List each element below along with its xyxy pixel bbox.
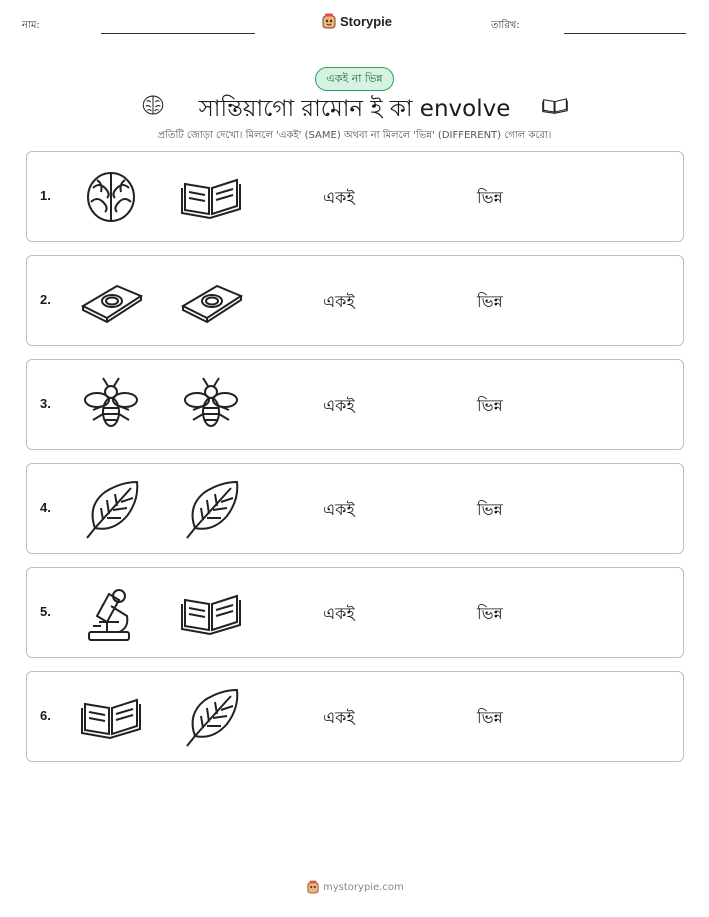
option-same[interactable]: একই [323, 292, 355, 311]
petri-dish-icon [179, 270, 243, 332]
option-same[interactable]: একই [323, 188, 355, 207]
book-icon [179, 582, 243, 644]
question-row [26, 463, 684, 554]
brain-icon [79, 166, 143, 228]
instructions: প্রতিটি জোড়া দেখো। মিললে 'একই' (SAME) অথবা না মিললে 'ভিন্ন' (DIFFERENT) গোল করো। [157, 130, 552, 141]
left-picture [79, 166, 143, 228]
option-same[interactable]: একই [323, 396, 355, 415]
brand-name: Storypie [340, 13, 393, 29]
question-number: 4. [40, 500, 51, 515]
right-picture [179, 478, 243, 540]
option-different[interactable]: ভিন্ন [477, 292, 503, 311]
question-row [26, 359, 684, 450]
left-picture [79, 270, 143, 332]
right-picture [179, 166, 243, 228]
option-same[interactable]: একই [323, 500, 355, 519]
question-number: 2. [40, 292, 51, 307]
left-picture [79, 686, 143, 748]
option-different[interactable]: ভিন্ন [477, 708, 503, 727]
question-row [26, 151, 684, 242]
right-picture [179, 582, 243, 644]
bee-icon [79, 374, 143, 436]
footer [307, 880, 404, 894]
option-different[interactable]: ভিন্ন [477, 188, 503, 207]
right-picture [179, 270, 243, 332]
book-icon [541, 96, 569, 114]
leaf-icon [179, 686, 243, 748]
question-row [26, 567, 684, 658]
option-same[interactable]: একই [323, 604, 355, 623]
name-label: নাম: [22, 20, 40, 31]
footer-site[interactable]: mystorypie.com [323, 881, 404, 893]
question-number: 5. [40, 604, 51, 619]
question-number: 6. [40, 708, 51, 723]
worksheet-title: সান্তিয়াগো রামোন ই কা envolve [198, 96, 511, 122]
storypie-mascot-icon [322, 13, 336, 29]
bee-icon [179, 374, 243, 436]
right-picture [179, 686, 243, 748]
option-same[interactable]: একই [323, 708, 355, 727]
book-icon [79, 686, 143, 748]
brand-logo [322, 13, 392, 29]
worksheet-type-badge: একই না ভিন্ন [315, 67, 394, 91]
left-picture [79, 478, 143, 540]
leaf-icon [79, 478, 143, 540]
option-different[interactable]: ভিন্ন [477, 500, 503, 519]
leaf-icon [179, 478, 243, 540]
option-different[interactable]: ভিন্ন [477, 396, 503, 415]
storypie-mascot-icon [307, 880, 319, 894]
left-picture [79, 582, 143, 644]
question-number: 3. [40, 396, 51, 411]
microscope-icon [79, 582, 143, 644]
date-field[interactable] [564, 33, 686, 34]
question-number: 1. [40, 188, 51, 203]
book-icon [179, 166, 243, 228]
option-different[interactable]: ভিন্ন [477, 604, 503, 623]
right-picture [179, 374, 243, 436]
question-row [26, 255, 684, 346]
question-row [26, 671, 684, 762]
petri-dish-icon [79, 270, 143, 332]
name-field[interactable] [101, 33, 255, 34]
date-label: তারিখ: [491, 20, 520, 31]
left-picture [79, 374, 143, 436]
